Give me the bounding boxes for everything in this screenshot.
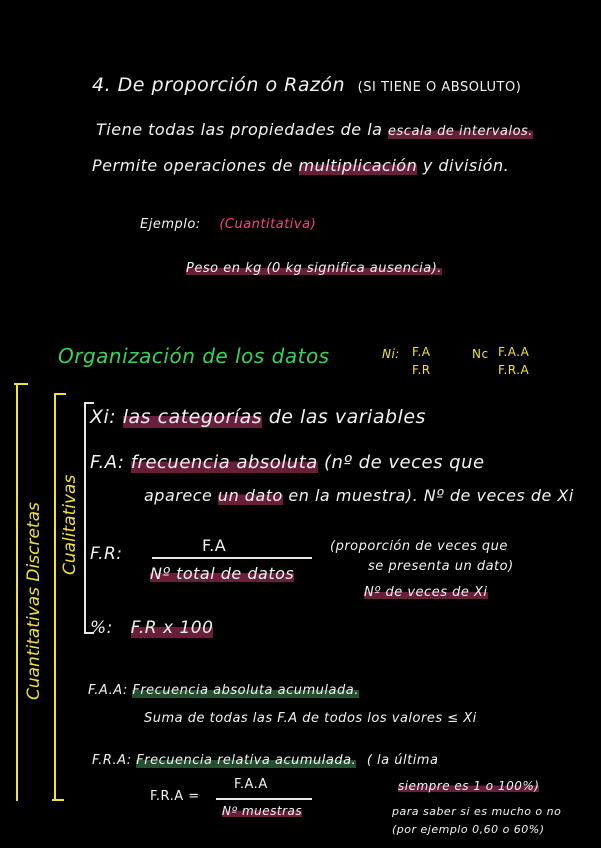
ni-fr: F.R [412,363,431,377]
faa-highlight: Frecuencia absoluta acumulada. [132,683,359,698]
fra-lhs: F.R.A = [150,789,200,804]
division-text: y división. [422,156,510,175]
fa-sample-text: en la muestra). Nº de veces de Xi [288,486,574,505]
faa-sum-text: Suma de todas las F.A de todos los valores ≤ Xi [144,711,477,726]
properties-text: Tiene todas las propiedades de la [96,120,383,139]
fra-denominator: Nº muestras [222,804,303,818]
inner-bracket-line [54,393,56,801]
fra-fraction-bar [216,798,312,800]
fr-note-1: (proporción de veces que [330,539,508,554]
nc-label: Nc [472,347,489,361]
inner-bracket-top [54,393,66,395]
ni-fa: F.A [412,345,431,359]
xi-text: de las variables [268,406,426,428]
pct-line [90,620,213,637]
fa-text: (nº de veces que [324,452,485,473]
operations-line [92,158,509,174]
interval-scale-highlight: escala de intervalos. [388,124,533,139]
properties-line [96,122,533,138]
org-title: Organización de los datos [58,344,330,368]
fra-note: ( la última [366,753,439,768]
fa-line [90,454,485,472]
fa-label: F.A: [90,452,125,473]
fra-label: F.R.A: [92,753,132,768]
section-title-text: 4. De proporción o Razón [92,74,346,96]
pct-label: %: [90,618,113,638]
fra-line [92,754,438,767]
item-bracket-top [84,402,94,404]
outer-bracket-line [16,383,18,801]
fra-note-3: para saber si es mucho o no [392,805,562,818]
fr-denominator: Nº total de datos [150,564,295,583]
multiplication-highlight: multiplicación [298,156,418,175]
example-text: Peso en kg (0 kg significa ausencia). [186,261,442,276]
fra-note-2: siempre es 1 o 100%) [398,779,540,793]
fr-label: F.R: [90,544,123,564]
pct-highlight: F.R x 100 [130,618,214,638]
categories-highlight: las categorías [122,406,263,428]
faa-line [88,684,359,697]
fra-numerator: F.A.A [234,777,268,792]
faa-label: F.A.A: [88,683,128,698]
xi-line [90,408,426,427]
example-line [140,218,316,231]
fr-numerator: F.A [202,536,227,555]
fa-data-highlight: un dato [217,486,283,505]
fra-note-4: (por ejemplo 0,60 o 60%) [392,823,545,836]
nc-faa: F.A.A [498,345,530,359]
section-title [92,76,521,95]
side-label-qualitative: Cualitativas [60,474,80,575]
side-label-quantitative: Cuantitativas Discretas [24,502,44,700]
ni-label: Ni: [382,347,400,361]
faa-line-2 [144,712,477,725]
fr-note-2: se presenta un dato) [368,559,514,574]
example-tag: (Cuantitativa) [219,217,317,232]
nc-fra: F.R.A [498,363,530,377]
fr-note-3: Nº de veces de Xi [364,585,488,600]
section-title-note: (SI TIENE O ABSOLUTO) [357,80,522,95]
fa-highlight: frecuencia absoluta [130,452,318,473]
example-label: Ejemplo: [140,217,201,232]
xi-label: Xi: [90,406,117,428]
operations-text: Permite operaciones de [92,156,293,175]
fr-fraction-bar [152,557,312,559]
item-bracket-line [84,402,86,634]
fa-appears-text: aparece [144,486,213,505]
fra-highlight: Frecuencia relativa acumulada. [136,753,357,768]
fa-line-2 [144,488,574,504]
